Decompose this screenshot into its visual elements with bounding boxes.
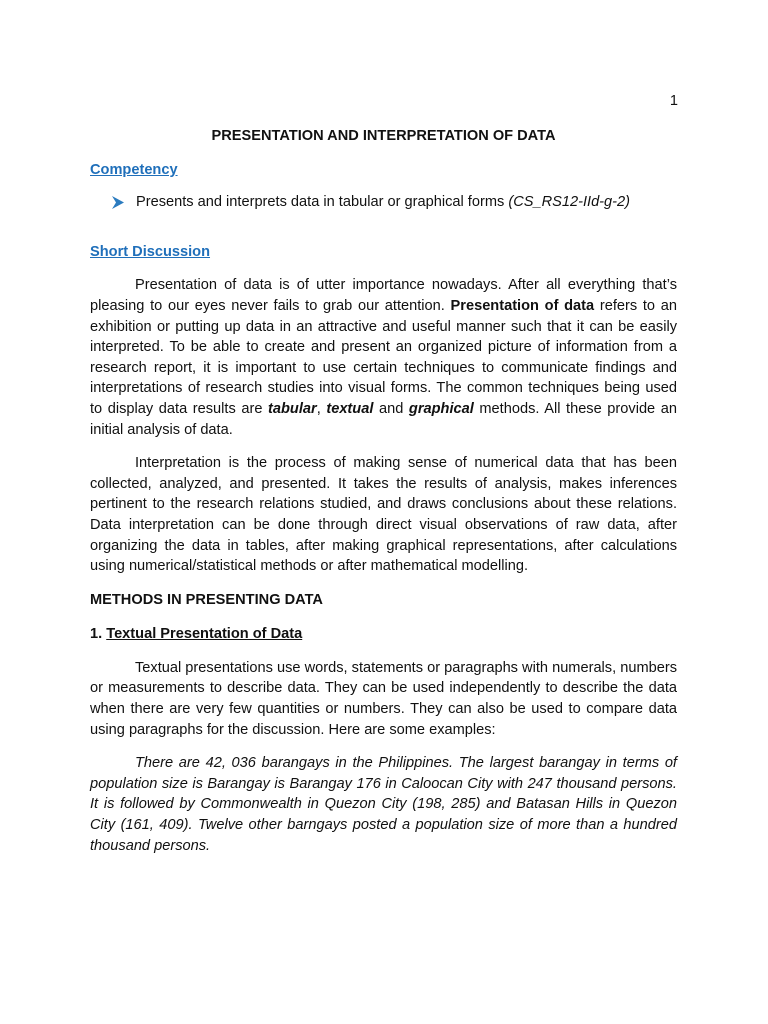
- document-title: PRESENTATION AND INTERPRETATION OF DATA: [211, 128, 556, 144]
- page-number: 1: [669, 93, 678, 109]
- textual-paragraph: Textual presentations use words, statements or paragraphs with numerals, numbers or measurements to describe data. They can be used independently to describe the data when there are very few quantities or numbers. They can also be used to compare data using paragraphs for the discussion. Here are some examples:: [90, 659, 677, 738]
- sub-number: 1.: [90, 626, 107, 643]
- text-run: ,: [316, 400, 327, 417]
- text-run: and: [373, 400, 409, 417]
- methods-heading: METHODS IN PRESENTING DATA: [90, 591, 323, 608]
- discussion-paragraph-2: Interpretation is the process of making sense of numerical data that has been collected, analyzed, and presented. It takes the results of analysis, makes inferences pertinent to the research relations studied, and draws conclusions about these relations. Data interpretation can be done through direct visual observations of raw data, after organizing the data in tables, after making graphical representations, after calculations using numerical/statistical methods or after mathematical modelling.: [90, 455, 677, 575]
- competency-bullet-text: [136, 192, 630, 213]
- bold-term: Presentation of data: [450, 297, 595, 314]
- short-discussion-heading[interactable]: Short Discussion: [90, 243, 211, 260]
- short-discussion-section: [90, 242, 677, 263]
- text-run: methods. All these provide an initial analysis of data.: [90, 400, 677, 438]
- textual-presentation-heading: [90, 624, 677, 645]
- text-run: Presentation of data is of utter importance nowadays. After all everything that’s pleasing to our eyes never fails to grab our attention.: [90, 277, 677, 314]
- competency-bullet: [90, 192, 677, 213]
- text-run: refers to an exhibition or putting up data in an attractive and useful manner such that it can be easily interpreted. To be able to create and present an organized picture of information from a research report, it is important to use certain techniques to communicate findings and interpretations of research studies into visual forms. The common techniques being used to display data results are: [90, 297, 677, 417]
- arrowhead-bullet-icon: [112, 192, 136, 209]
- term-textual: textual: [326, 400, 374, 417]
- example-paragraph: There are 42, 036 barangays in the Philippines. The largest barangay in terms of population size is Barangay is Barangay 176 in Caloocan City with 247 thousand persons. It is followed by Commonwealth in Quezon City (198, 285) and Batasan Hills in Quezon City (161, 409). Twelve other barngays posted a population size of more than a hundred thousand persons.: [90, 755, 677, 854]
- competency-section: [90, 160, 677, 181]
- term-tabular: tabular: [268, 400, 317, 417]
- competency-text: Presents and interprets data in tabular or graphical forms: [136, 194, 509, 211]
- document-body: [90, 126, 677, 869]
- competency-heading[interactable]: Competency: [90, 161, 178, 178]
- term-graphical: graphical: [408, 400, 474, 417]
- competency-code: (CS_RS12-IId-g-2): [508, 194, 630, 211]
- discussion-paragraph-1: [90, 275, 677, 440]
- sub-title: Textual Presentation of Data: [106, 626, 303, 643]
